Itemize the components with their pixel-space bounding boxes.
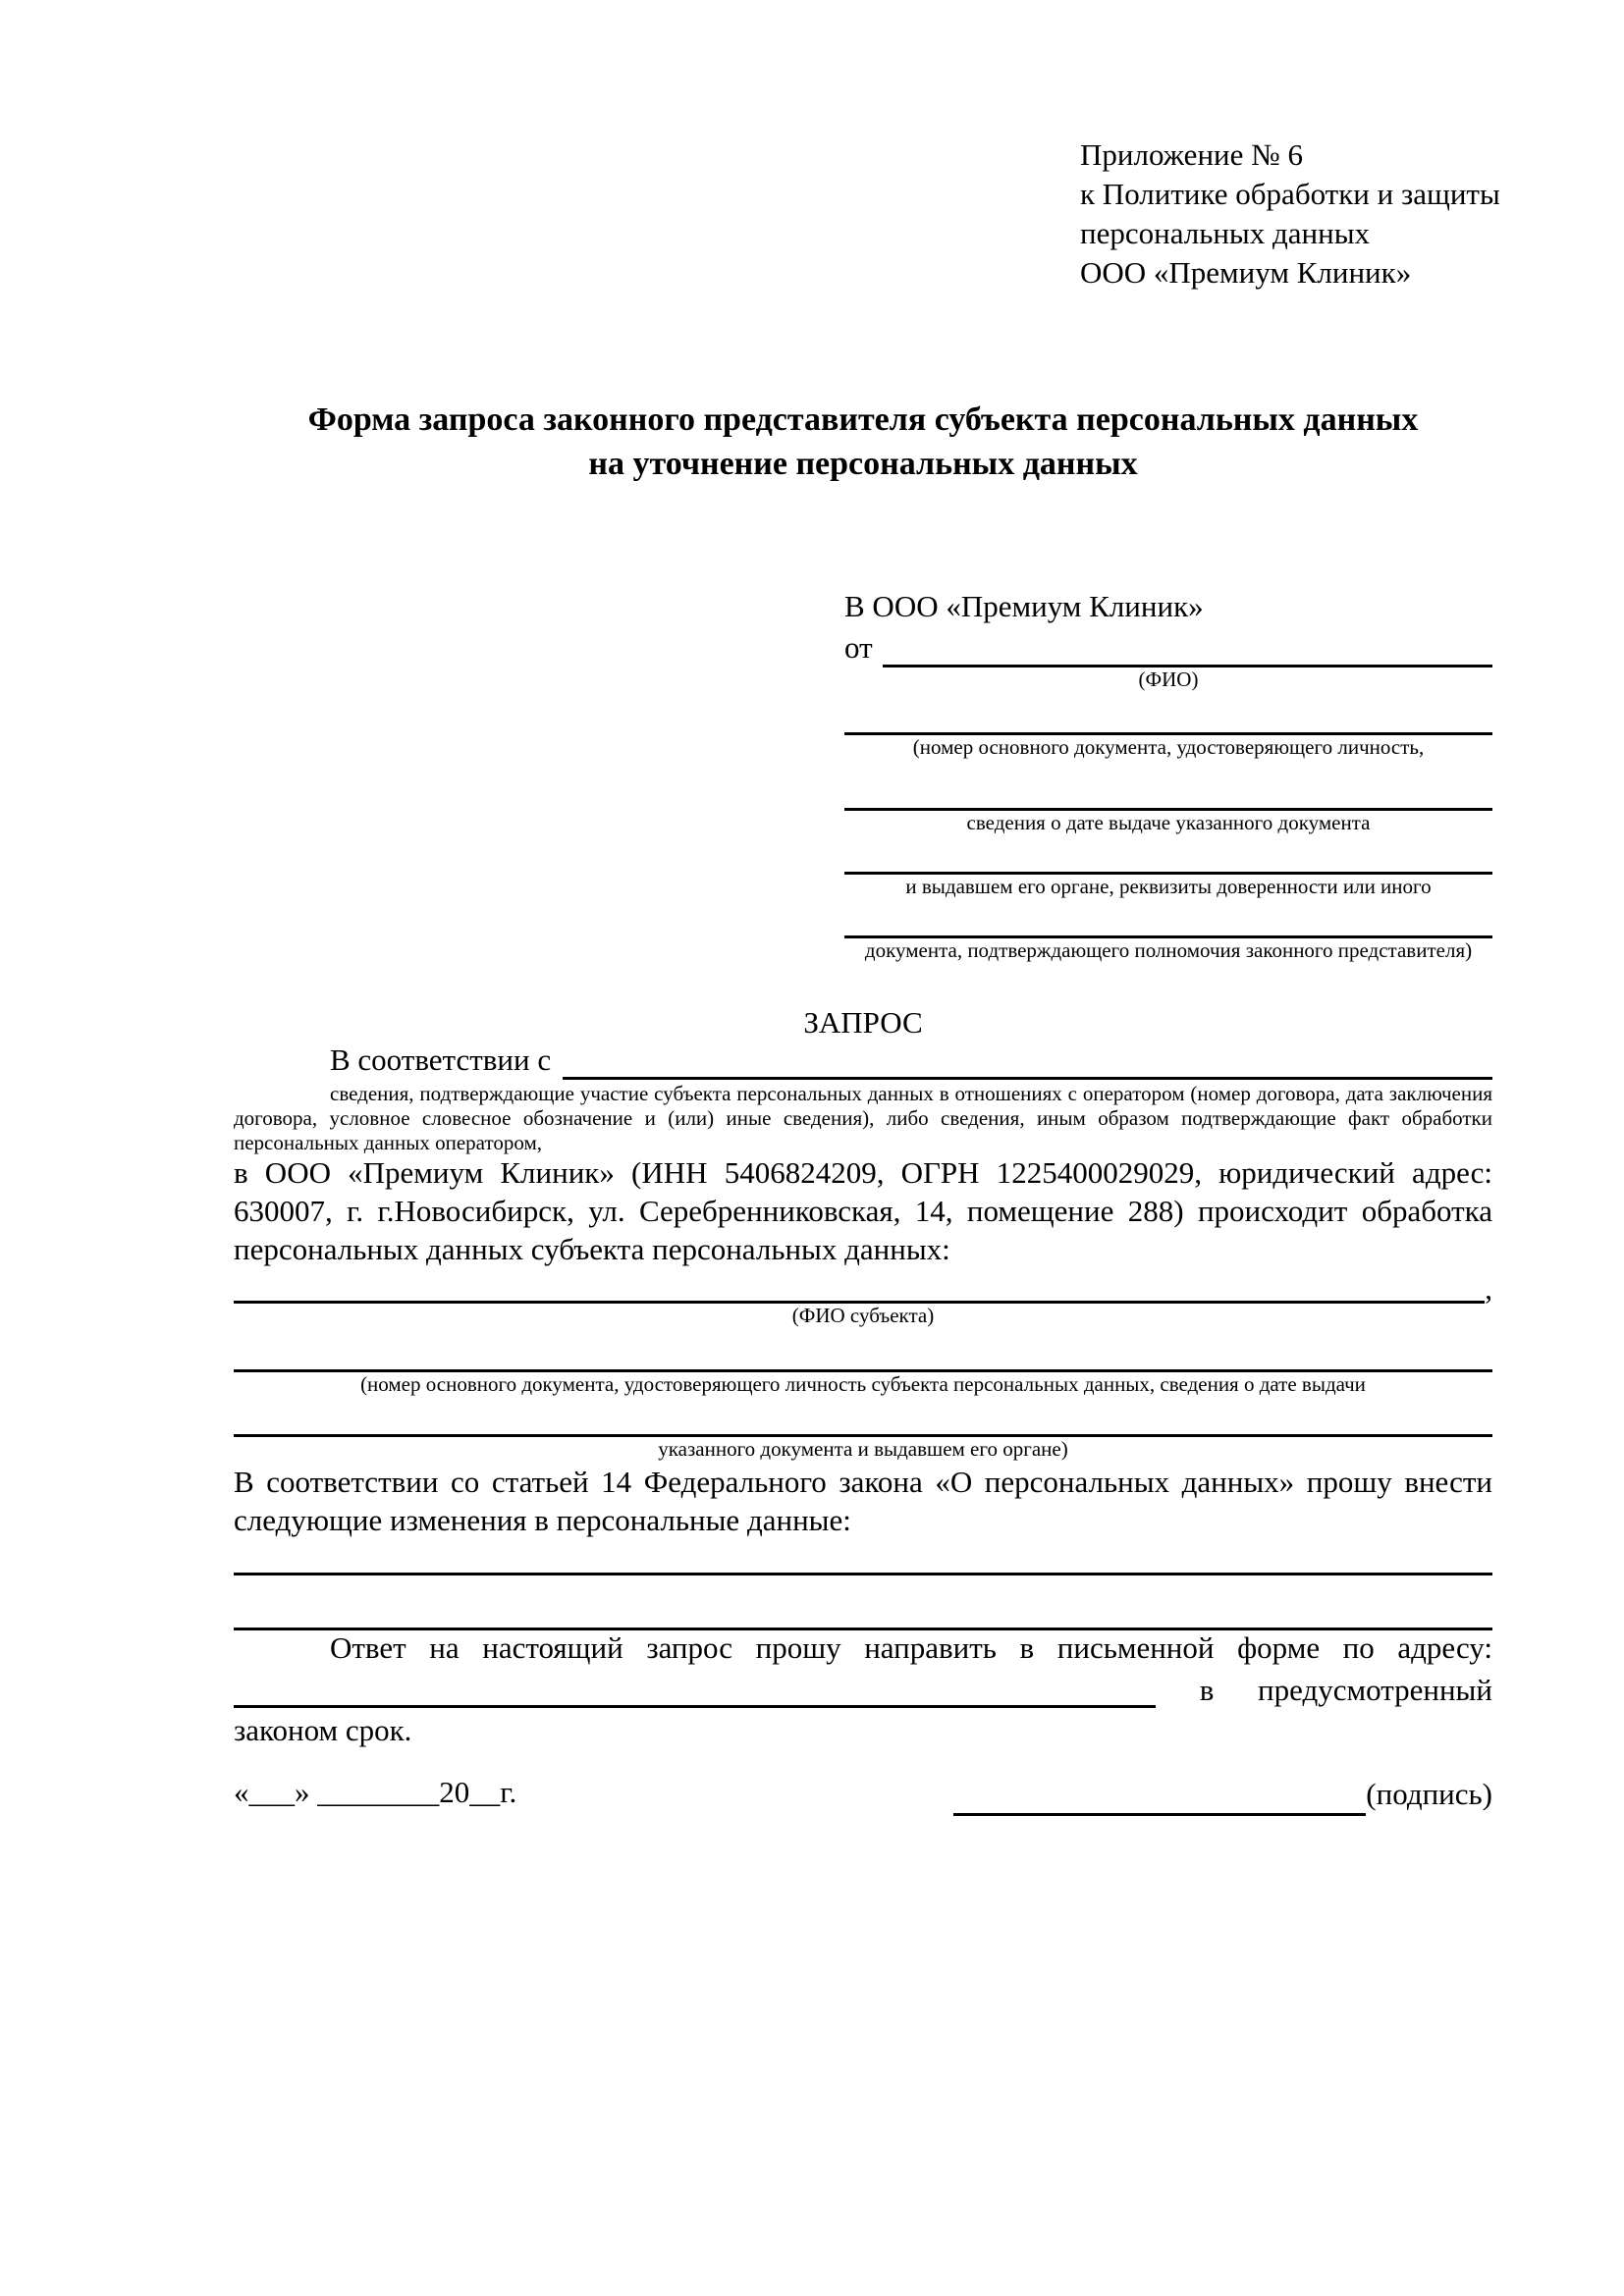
addressee-from-row (844, 626, 1492, 667)
issuing-authority-blank-line (844, 834, 1492, 875)
issue-date-blank-line (844, 759, 1492, 811)
date-signature-row (234, 1769, 1492, 1816)
title-line-1: Форма запроса законного представителя субъекта персональных данных (307, 401, 1419, 438)
representative-fio-blank-line (883, 627, 1492, 667)
fio-caption: (ФИО) (1138, 667, 1199, 691)
signature-group (953, 1770, 1492, 1816)
addressee-to: В ООО «Премиум Клиник» (844, 589, 1204, 623)
subject-fio-blank-line (234, 1263, 1485, 1304)
signature-blank-line (953, 1770, 1366, 1816)
changes-blank-lines (234, 1536, 1492, 1630)
issue-date-caption: сведения о дате выдаче указанного документа (966, 811, 1371, 834)
subject-fio-caption: (ФИО субъекта) (791, 1304, 935, 1327)
basis-blank-line (563, 1042, 1492, 1080)
answer-word-predusmotrenny: предусмотренный (1258, 1673, 1492, 1707)
authority-document-caption: документа, подтверждающего полномочия законного представителя) (864, 938, 1473, 962)
answer-address-blank-line (234, 1668, 1156, 1708)
basis-prefix: В соответствии с (330, 1042, 552, 1077)
answer-word-v: в (1199, 1673, 1215, 1707)
subject-authority-blank-line (234, 1396, 1492, 1437)
answer-line-1: Ответ на настоящий запрос прошу направить в письменной форме по адресу: (330, 1630, 1492, 1665)
title-line-2: на уточнение персональных данных (588, 446, 1138, 482)
answer-line-3: законом срок. (234, 1713, 412, 1747)
appendix-line: к Политике обработки и защиты (1080, 177, 1500, 211)
subject-fio-row (234, 1266, 1492, 1304)
operator-paragraph: в ООО «Премиум Клиник» (ИНН 5406824209, ОГРН 1225400029029, юридический адрес: 630007, г. г.Новосибирск, ул. Серебренниковская, 14, помещение 288) происходит обработка персональных данных субъекта персональных данных: (234, 1155, 1492, 1266)
appendix-line: Приложение № 6 (1080, 137, 1303, 172)
subject-authority-caption: указанного документа и выдавшем его органе) (658, 1437, 1068, 1461)
subject-document-blank-line (234, 1327, 1492, 1372)
document-title (234, 398, 1492, 486)
document-number-blank-line (844, 691, 1492, 735)
basis-row (234, 1042, 1492, 1080)
answer-paragraph (234, 1628, 1492, 1751)
appendix-line: персональных данных (1080, 216, 1371, 250)
document-number-caption: (номер основного документа, удостоверяющего личность, (912, 735, 1425, 759)
date-blank: «___» ________20__г. (234, 1775, 517, 1809)
issuing-authority-caption: и выдавшем его органе, реквизиты доверенности или иного (905, 875, 1432, 898)
trailing-comma: , (1485, 1271, 1492, 1306)
subject-document-caption: (номер основного документа, удостоверяющего личность субъекта персональных данных, сведения о дате выдачи (360, 1372, 1366, 1396)
changes-blank-line-2 (234, 1575, 1492, 1630)
answer-address-row (234, 1669, 1492, 1708)
appendix-block (1080, 135, 1500, 293)
from-label: от (844, 630, 873, 665)
request-heading: ЗАПРОС (803, 1005, 923, 1040)
signature-caption: (подпись) (1366, 1777, 1492, 1811)
changes-blank-line-1 (234, 1536, 1492, 1575)
addressee-block (844, 587, 1492, 962)
article-paragraph: В соответствии со статьей 14 Федерального закона «О персональных данных» прошу внести следующие изменения в персональные данные: (234, 1465, 1492, 1537)
basis-caption: сведения, подтверждающие участие субъекта персональных данных в отношениях с оператором (номер договора, дата заключения договора, условное словесное обозначение и (или) иные сведения), либо сведения, иным образом подтверждающие факт обработки персональных данных оператором, (234, 1082, 1492, 1154)
appendix-line: ООО «Премиум Клиник» (1080, 255, 1412, 290)
subject-block (234, 1266, 1492, 1461)
authority-document-blank-line (844, 898, 1492, 938)
